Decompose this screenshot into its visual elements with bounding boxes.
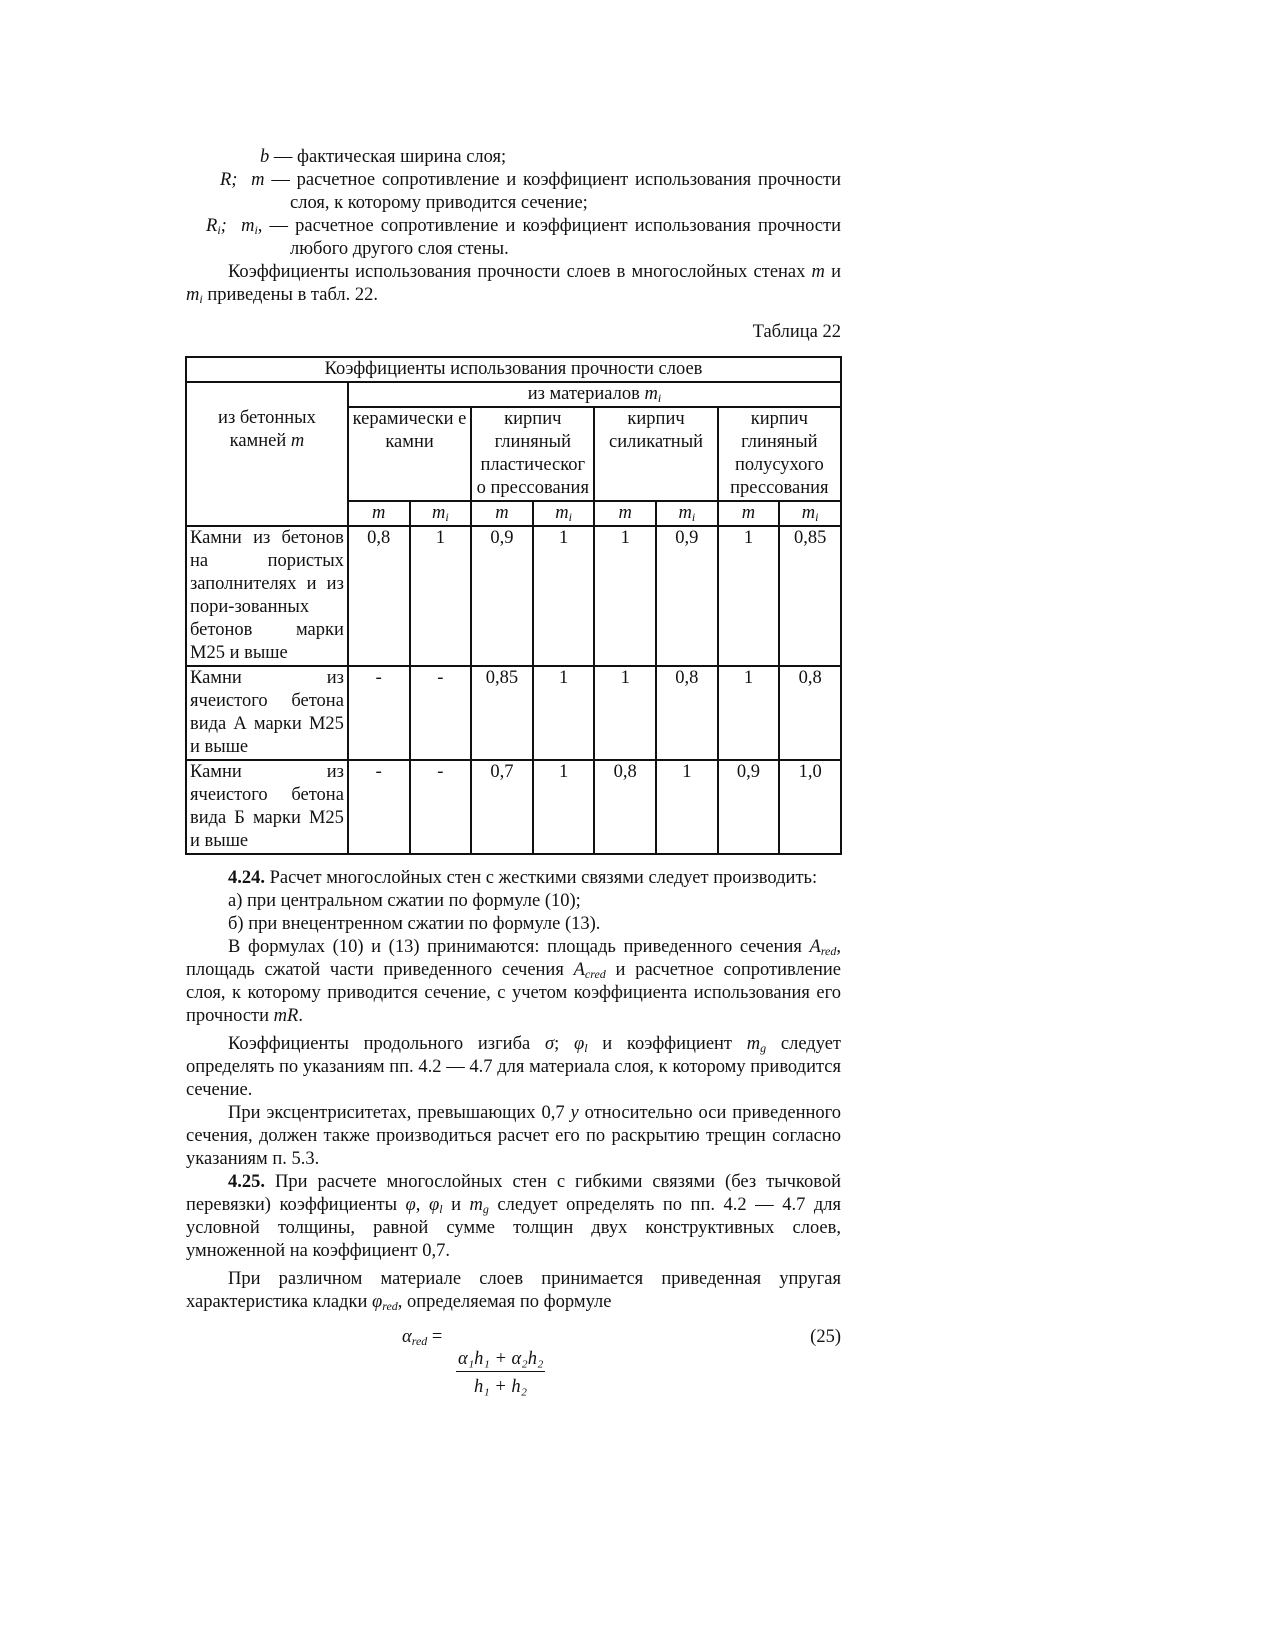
c-text-1: В формулах (10) и (13) принимаются: площадь приведенного сечения — [228, 937, 810, 957]
table-cell: 0,85 — [779, 526, 841, 666]
symbol-R: R; — [220, 170, 238, 190]
table-cell: 0,8 — [594, 760, 656, 854]
header-from-materials — [348, 382, 841, 407]
intro-text-1: Коэффициенты использования прочности слоев в многослойных стенах — [228, 262, 812, 282]
header-from-materials-text: из материалов — [527, 384, 645, 404]
table-row — [186, 760, 841, 854]
f-text-1: При различном материале слоев принимается приведенная упругая характеристика кладки — [186, 1269, 841, 1312]
section-4-24 — [186, 867, 841, 890]
table-cell: - — [410, 666, 472, 760]
symbol-mi-sub: i — [254, 223, 258, 237]
definition-b — [260, 146, 841, 169]
subheader-mi — [533, 501, 595, 526]
p425-symbol-mg: m — [469, 1195, 483, 1215]
subheader-mi-sub: i — [445, 510, 449, 524]
section-4-24-c — [186, 936, 841, 1028]
subheader-m — [718, 501, 780, 526]
header-concrete-line1: из бетонных — [218, 408, 316, 428]
table-row — [186, 666, 841, 760]
d-text-3: следует определять по указаниям пп. 4.2 — 4.7 для материала слоя, к которому приводится сечение. — [186, 1034, 841, 1100]
f-text-2: , определяемая по формуле — [397, 1292, 612, 1312]
intro-symbol-mi: m — [186, 285, 200, 305]
formula-denominator: h₁ + h₂ — [474, 1377, 528, 1397]
definition-R-m-text: — расчетное сопротивление и коэффициент использования прочности слоя, к которому приводится сечение; — [271, 170, 842, 213]
table-row — [186, 526, 841, 666]
table-cell: 0,8 — [779, 666, 841, 760]
subheader-mi-symbol: m — [801, 503, 816, 523]
section-4-24-d — [186, 1033, 841, 1102]
p425-symbol-mg-sub: g — [482, 1202, 489, 1216]
p425-text-1: При расчете многослойных стен с гибкими связями (без тычковой перевязки) коэффициенты — [186, 1172, 841, 1215]
e-text-2: относительно оси приведенного сечения, должен также производиться расчет его по раскрытию трещин согласно указаниям п. 5.3. — [186, 1103, 841, 1169]
table-cell: 1 — [594, 666, 656, 760]
section-4-25 — [186, 1171, 841, 1263]
table-cell: - — [348, 666, 410, 760]
subheader-mi-sub: i — [568, 510, 572, 524]
definition-R-m — [186, 169, 841, 215]
header-concrete-stones — [186, 382, 348, 526]
symbol-m: m — [251, 170, 265, 190]
definition-Ri-mi — [186, 215, 841, 261]
d-text-1: Коэффициенты продольного изгиба — [228, 1034, 545, 1054]
table-cell: 1 — [718, 666, 780, 760]
table-title: Коэффициенты использования прочности слоев — [186, 357, 841, 382]
subheader-m — [594, 501, 656, 526]
section-4-25-f — [186, 1268, 841, 1314]
intro-symbol-mi-sub: i — [199, 292, 203, 306]
c-symbol-Ared-sub: red — [820, 944, 837, 958]
c-symbol-Ared: A — [809, 937, 821, 957]
subheader-mi — [779, 501, 841, 526]
p425-sep: , — [415, 1195, 429, 1215]
subheader-m-symbol: m — [372, 503, 386, 523]
subheader-mi-symbol: m — [678, 503, 692, 523]
subheader-m — [348, 501, 410, 526]
d-symbol-m-sub: g — [760, 1041, 767, 1055]
section-4-24-a: а) при центральном сжатии по формуле (10); — [228, 891, 581, 911]
formula-equals: = — [427, 1327, 443, 1347]
symbol-mi-sep: , — [257, 216, 263, 236]
subheader-mi — [410, 501, 472, 526]
header-group-silicate: кирпич силикатный — [594, 407, 717, 501]
coefficients-table — [185, 356, 842, 855]
formula-lhs — [402, 1326, 442, 1349]
table-header-row-1 — [186, 382, 841, 407]
intro-text-2: и — [824, 262, 841, 282]
d-text-2: и коэффициент — [587, 1034, 747, 1054]
formula-25 — [186, 1326, 841, 1406]
document-page — [186, 146, 841, 1406]
subheader-m-symbol: m — [618, 503, 632, 523]
table-cell: 0,9 — [718, 760, 780, 854]
subheader-mi-symbol: m — [431, 503, 446, 523]
table-cell: 0,85 — [471, 666, 533, 760]
subheader-mi-symbol: m — [555, 503, 569, 523]
c-symbol-Acred-sub: cred — [584, 967, 606, 981]
intro-paragraph — [186, 261, 841, 307]
header-concrete-line2: камней — [229, 431, 291, 451]
table-cell: 1 — [410, 526, 472, 666]
header-from-materials-symbol: m — [644, 384, 658, 404]
formula-numerator: α₁h₁ + α₂h₂ — [456, 1348, 545, 1372]
c-text-2: , площадь сжатой части приведенного сечения — [186, 937, 841, 980]
subheader-mi — [656, 501, 718, 526]
table-cell: 0,8 — [348, 526, 410, 666]
symbol-Ri-sub: i — [217, 223, 221, 237]
symbol-Ri: R — [206, 216, 218, 236]
subheader-m-symbol: m — [495, 503, 509, 523]
table-caption: Таблица 22 — [752, 322, 841, 342]
intro-text-3: приведены в табл. 22. — [202, 285, 379, 305]
subheader-m-symbol: m — [741, 503, 756, 523]
f-symbol-phi: φ — [371, 1292, 383, 1312]
c-symbol-Acred: A — [573, 960, 585, 980]
table-cell: 0,9 — [656, 526, 718, 666]
p425-symbol-phil-sub: l — [439, 1202, 443, 1216]
symbol-b: b — [260, 147, 270, 167]
header-group-clay-semidry: кирпич глиняный полусухого прессования — [718, 407, 841, 501]
section-4-24-e — [186, 1102, 841, 1171]
formula-number: (25) — [810, 1327, 841, 1347]
table-cell: 0,7 — [471, 760, 533, 854]
p425-symbol-phil: φ — [428, 1195, 440, 1215]
p425-text-3: следует определять по пп. 4.2 — 4.7 для условной толщины, равной сумме толщин двух конструктивных слоев, умноженной на коэффициент 0,7. — [186, 1195, 841, 1261]
subheader-mi-sub: i — [815, 510, 819, 524]
header-from-materials-sub: i — [657, 391, 662, 405]
intro-symbol-m: m — [811, 262, 825, 282]
definition-Ri-mi-text: — расчетное сопротивление и коэффициент использования прочности любого другого слоя стены. — [269, 216, 842, 259]
c-symbol-mR: mR — [273, 1006, 299, 1026]
row-label: Камни из ячеистого бетона вида Б марки М25 и выше — [186, 760, 348, 854]
subheader-m — [471, 501, 533, 526]
p425-symbol-phi: φ — [405, 1195, 416, 1215]
row-label: Камни из бетонов на пористых заполнителях и из пори-зованных бетонов марки М25 и выше — [186, 526, 348, 666]
table-cell: - — [410, 760, 472, 854]
table-cell: 0,8 — [656, 666, 718, 760]
c-text-3: и расчетное сопротивление слоя, к которому приводится сечение, с учетом коэффициента использования его прочности — [186, 960, 841, 1026]
section-4-24-b: б) при внецентренном сжатии по формуле (13). — [228, 914, 601, 934]
d-sep: ; — [554, 1034, 574, 1054]
symbol-mi: m — [241, 216, 255, 236]
d-symbol-m: m — [746, 1034, 761, 1054]
section-4-24-text: Расчет многослойных стен с жесткими связями следует производить: — [265, 868, 818, 888]
table-cell: 0,9 — [471, 526, 533, 666]
row-label: Камни из ячеистого бетона вида А марки М25 и выше — [186, 666, 348, 760]
d-symbol-sigma: σ — [544, 1034, 555, 1054]
header-concrete-symbol: m — [290, 431, 305, 451]
table-cell: 1 — [594, 526, 656, 666]
e-text-1: При эксцентриситетах, превышающих 0,7 — [228, 1103, 571, 1123]
definition-b-text: — фактическая ширина слоя; — [273, 147, 507, 167]
header-group-ceramic: керамически е камни — [348, 407, 471, 501]
table-cell: 1 — [533, 666, 595, 760]
f-symbol-phi-sub: red — [382, 1299, 398, 1313]
table-cell: 1,0 — [779, 760, 841, 854]
formula-alpha: α — [402, 1327, 412, 1347]
subheader-mi-sub: i — [691, 510, 696, 524]
c-text-4: . — [298, 1006, 303, 1026]
table-cell: 1 — [718, 526, 780, 666]
table-cell: - — [348, 760, 410, 854]
d-symbol-phi-sub: l — [584, 1041, 588, 1055]
p425-text-2: и — [442, 1195, 470, 1215]
table-cell: 1 — [533, 526, 595, 666]
d-symbol-phi: φ — [573, 1034, 585, 1054]
table-cell: 1 — [656, 760, 718, 854]
e-symbol-y: y — [570, 1103, 579, 1123]
symbol-Ri-sep: ; — [220, 216, 227, 236]
table-cell: 1 — [533, 760, 595, 854]
formula-alpha-sub: red — [411, 1334, 428, 1348]
header-group-clay-plastic: кирпич глиняный пластическог о прессования — [471, 407, 594, 501]
table-title-row — [186, 357, 841, 382]
section-4-24-number: 4.24. — [228, 868, 265, 888]
section-4-25-number: 4.25. — [228, 1172, 265, 1192]
